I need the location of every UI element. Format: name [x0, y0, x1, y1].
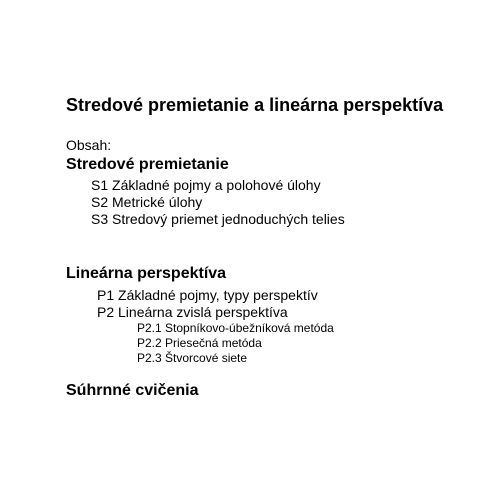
toc-subitem-p2-2: P2.2 Priesečná metóda: [137, 336, 262, 350]
slide-title: Stredové premietanie a lineárna perspektíva: [66, 95, 444, 115]
toc-subitem-p2-3: P2.3 Štvorcové siete: [137, 351, 248, 365]
toc-subitem-p2-1: P2.1 Stopníkovo-úbežníková metóda: [137, 321, 334, 335]
toc-item-s1: S1 Základné pojmy a polohové úlohy: [91, 177, 321, 193]
section-heading-suhrnne-cvicenia: Súhrnné cvičenia: [66, 382, 199, 399]
toc-item-p1: P1 Základné pojmy, typy perspektív: [97, 287, 318, 303]
toc-item-s3: S3 Stredový priemet jednoduchých telies: [91, 211, 345, 227]
toc-item-p2: P2 Lineárna zvislá perspektíva: [97, 304, 288, 320]
toc-item-s2: S2 Metrické úlohy: [91, 194, 203, 210]
contents-label: Obsah:: [66, 137, 112, 153]
section-heading-stredove-premietanie: Stredové premietanie: [66, 156, 229, 173]
section-heading-linearna-perspektiva: Lineárna perspektíva: [66, 265, 227, 282]
